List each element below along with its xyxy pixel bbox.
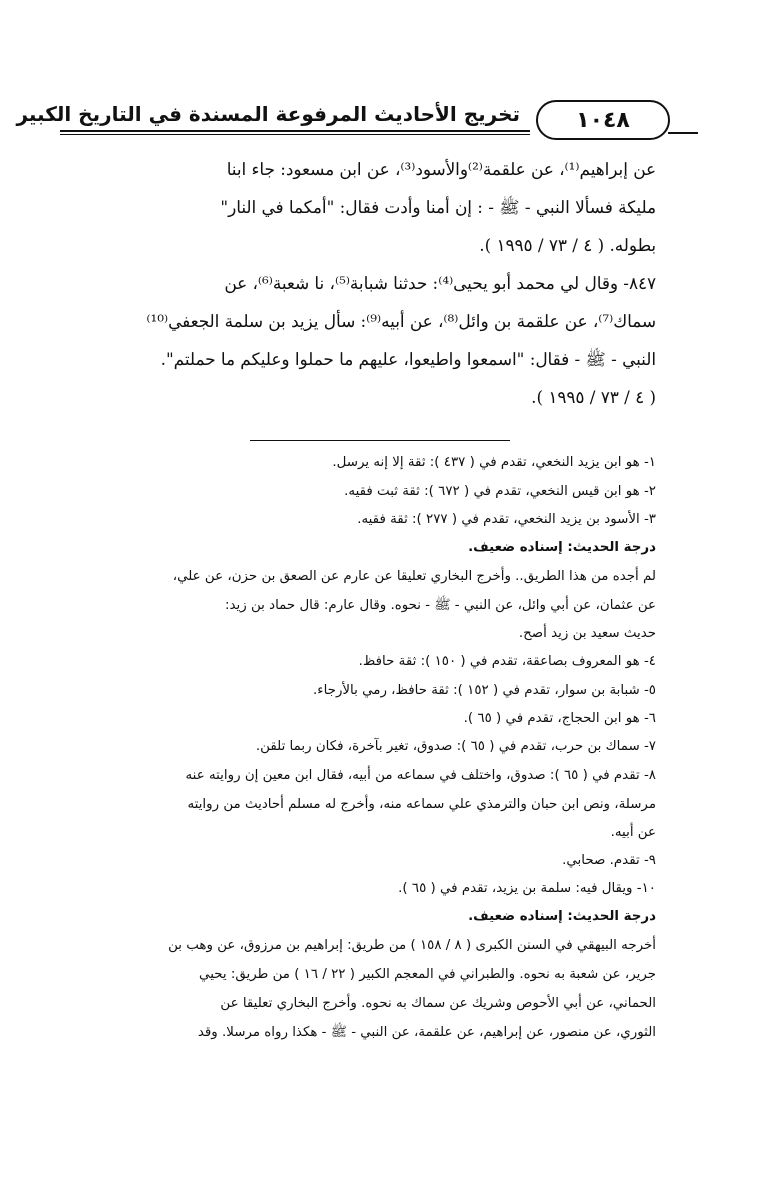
page-number-badge	[536, 100, 670, 140]
footnote-line: جرير، عن شعبة به نحوه. والطبراني في المعجم الكبير ( ٢٢ / ١٦ ) من طريق: يحيي	[199, 967, 656, 982]
grade-heading: درجة الحديث: إسناده ضعيف.	[468, 540, 656, 555]
footnote-line: ١٠- ويقال فيه: سلمة بن يزيد، تقدم في ( ٦٥ ).	[398, 881, 656, 896]
header-rule	[60, 130, 530, 132]
badge-rule	[668, 132, 698, 134]
footnote-line: لم أجده من هذا الطريق.. وأخرج البخاري تعليقا عن عارم عن الصعق بن حزن، عن علي،	[172, 569, 656, 584]
footnote-line: عن أبيه.	[610, 825, 656, 840]
page-number: ١٠٤٨	[576, 107, 630, 133]
footnote-line: الثوري، عن منصور، عن إبراهيم، عن علقمة، عن النبي - ﷺ - هكذا رواه مرسلا. وقد	[197, 1025, 656, 1040]
footnote-line: ٤- هو المعروف بصاعقة، تقدم في ( ١٥٠ ): ثقة حافظ.	[358, 654, 656, 669]
footnote-line: مرسلة، ونص ابن حبان والترمذي علي سماعه منه، وأخرج له مسلم أحاديث من روايته	[187, 797, 656, 812]
footnote-line: ٦- هو ابن الحجاج، تقدم في ( ٦٥ ).	[463, 711, 656, 726]
running-title: تخريج الأحاديث المرفوعة المسندة في التاريخ الكبير	[16, 102, 520, 126]
footnote-line: عن عثمان، عن أبي وائل، عن النبي - ﷺ - نحوه. وقال عارم: قال حماد بن زيد:	[224, 598, 656, 613]
footnote-line: ٧- سماك بن حرب، تقدم في ( ٦٥ ): صدوق، تغير بآخرة، فكان ربما تلقن.	[255, 739, 656, 754]
main-text-line: سماك⁽⁷⁾، عن علقمة بن وائل⁽⁸⁾، عن أبيه⁽⁹⁾: سأل يزيد بن سلمة الجعفي⁽¹⁰⁾	[146, 311, 656, 331]
footnote-line: ٣- الأسود بن يزيد النخعي، تقدم في ( ٢٧٧ ): ثقة فقيه.	[357, 512, 656, 527]
main-text-line: مليكة فسألا النبي - ﷺ - : إن أمنا وأدت فقال: "أمكما في النار"	[220, 197, 656, 217]
main-text-line: ( ٤ / ٧٣ / ١٩٩٥ ).	[531, 387, 656, 407]
footnote-line: ٥- شبابة بن سوار، تقدم في ( ١٥٢ ): ثقة حافظ، رمي بالأرجاء.	[313, 683, 656, 698]
footnote-line: حديث سعيد بن زيد أصح.	[518, 626, 656, 641]
header-rule-thin	[60, 134, 530, 135]
footnote-line: ٢- هو ابن قيس النخعي، تقدم في ( ٦٧٢ ): ثقة ثبت فقيه.	[344, 484, 656, 499]
footnote-line: ٩- تقدم. صحابي.	[562, 853, 656, 868]
grade-heading: درجة الحديث: إسناده ضعيف.	[468, 909, 656, 924]
main-text-line: النبي - ﷺ - فقال: "اسمعوا واطيعوا، عليهم ما حملوا وعليكم ما حملتم".	[160, 349, 656, 369]
main-text-line: ٨٤٧- وقال لي محمد أبو يحيى⁽⁴⁾: حدثنا شبابة⁽⁵⁾، نا شعبة⁽⁶⁾، عن	[224, 273, 656, 293]
footnote-divider	[250, 440, 510, 441]
footnote-line: أخرجه البيهقي في السنن الكبرى ( ٨ / ١٥٨ ) من طريق: إبراهيم بن مرزوق، عن وهب بن	[168, 938, 656, 953]
main-text-line: بطوله. ( ٤ / ٧٣ / ١٩٩٥ ).	[479, 235, 656, 255]
main-text-line: عن إبراهيم⁽¹⁾، عن علقمة⁽²⁾والأسود⁽³⁾، عن ابن مسعود: جاء ابنا	[226, 159, 656, 179]
footnote-line: ٨- تقدم في ( ٦٥ ): صدوق، واختلف في سماعه من أبيه، فقال ابن معين إن روايته عنه	[185, 768, 656, 783]
footnote-line: الحماني، عن أبي الأحوص وشريك عن سماك به نحوه. وأخرج البخاري تعليقا عن	[220, 996, 656, 1011]
footnote-line: ١- هو ابن يزيد النخعي، تقدم في ( ٤٣٧ ): ثقة إلا إنه يرسل.	[332, 455, 656, 470]
page-header	[16, 98, 710, 144]
